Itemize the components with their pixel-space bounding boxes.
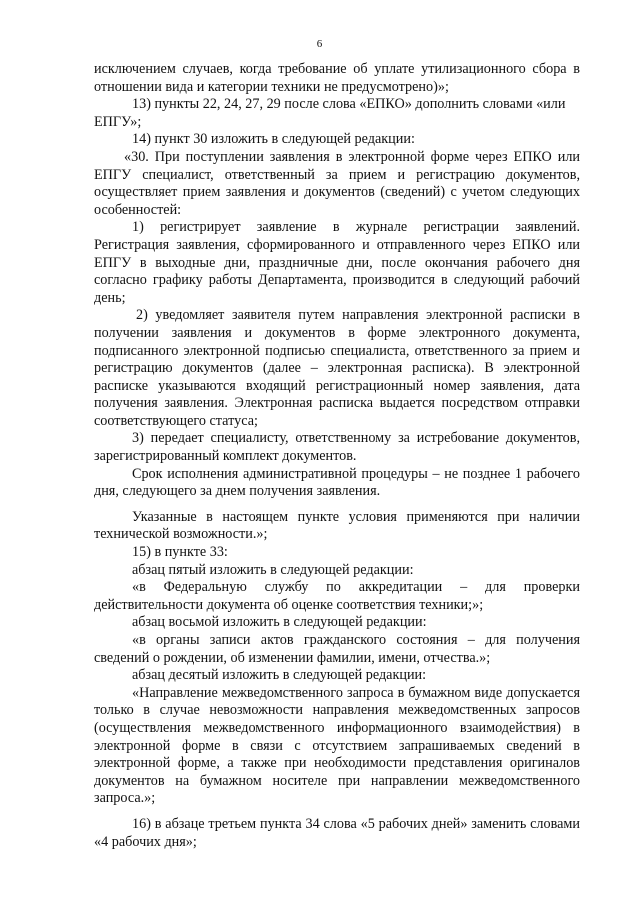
paragraph: 2) уведомляет заявителя путем направления электронной расписки в получении заявления и документов в форме электронного документа, подписанного электронной подписью специалиста, ответственного за прием и регистрацию документов (далее – электронная расписка). В электронной расписке указываются входящий регистрационный номер заявления, дата получения заявления. Электронная расписка выдается посредством отправки соответствующего статуса;	[94, 307, 580, 429]
paragraph: 13) пункты 22, 24, 27, 29 после слова «ЕПКО» дополнить словами «или ЕПГУ»;	[94, 96, 566, 130]
paragraph: 3) передает специалисту, ответственному за истребование документов, зарегистрированный комплект документов.	[94, 430, 580, 465]
document-body	[94, 61, 580, 851]
paragraph: 1) регистрирует заявление в журнале регистрации заявлений. Регистрация заявления, сформированного и отправленного через ЕПКО или ЕПГУ в выходные дни, праздничные дни, после окончания рабочего дня согласно графику работы Департамента, производится в следующий рабочий день;	[94, 219, 580, 306]
paragraph: 15) в пункте 33:	[132, 544, 228, 561]
paragraph: исключением случаев, когда требование об уплате утилизационного сбора в отношении вида и категории техники не предусмотрено)»;	[94, 61, 580, 95]
paragraph: «в Федеральную службу по аккредитации – для проверки действительности документа об оценке соответствия техники;»;	[94, 579, 580, 613]
paragraph: Срок исполнения административной процедуры – не позднее 1 рабочего дня, следующего за днем получения заявления.	[94, 465, 580, 500]
paragraph: «в органы записи актов гражданского состояния – для получения сведений о рождении, об изменении фамилии, имени, отчества.»;	[94, 632, 580, 666]
paragraph: «30. При поступлении заявления в электронной форме через ЕПКО или ЕПГУ специалист, ответственный за прием и регистрацию документов, осуществляет прием заявления и документов (сведений) с учетом следующих особенностей:	[94, 148, 580, 218]
paragraph: абзац десятый изложить в следующей редакции:	[132, 667, 427, 684]
page-number: 6	[316, 38, 323, 50]
paragraph: абзац восьмой изложить в следующей редакции:	[132, 614, 427, 631]
paragraph: абзац пятый изложить в следующей редакции:	[132, 561, 414, 578]
paragraph: Указанные в настоящем пункте условия применяются при наличии технической возможности.»;	[94, 508, 580, 543]
paragraph: 16) в абзаце третьем пункта 34 слова «5 рабочих дней» заменить словами «4 рабочих дня»;	[94, 815, 580, 850]
paragraph: 14) пункт 30 изложить в следующей редакции:	[132, 131, 415, 148]
paragraph: «Направление межведомственного запроса в бумажном виде допускается только в случае невозможности направления межведомственных запросов (осуществления межведомственного информационного взаимодействия) в электронной форме в связи с отсутствием запрашиваемых сведений в электронной форме, а также при необходимости представления оригиналов документов на бумажном носителе при направлении межведомственного запроса.»;	[94, 684, 580, 807]
